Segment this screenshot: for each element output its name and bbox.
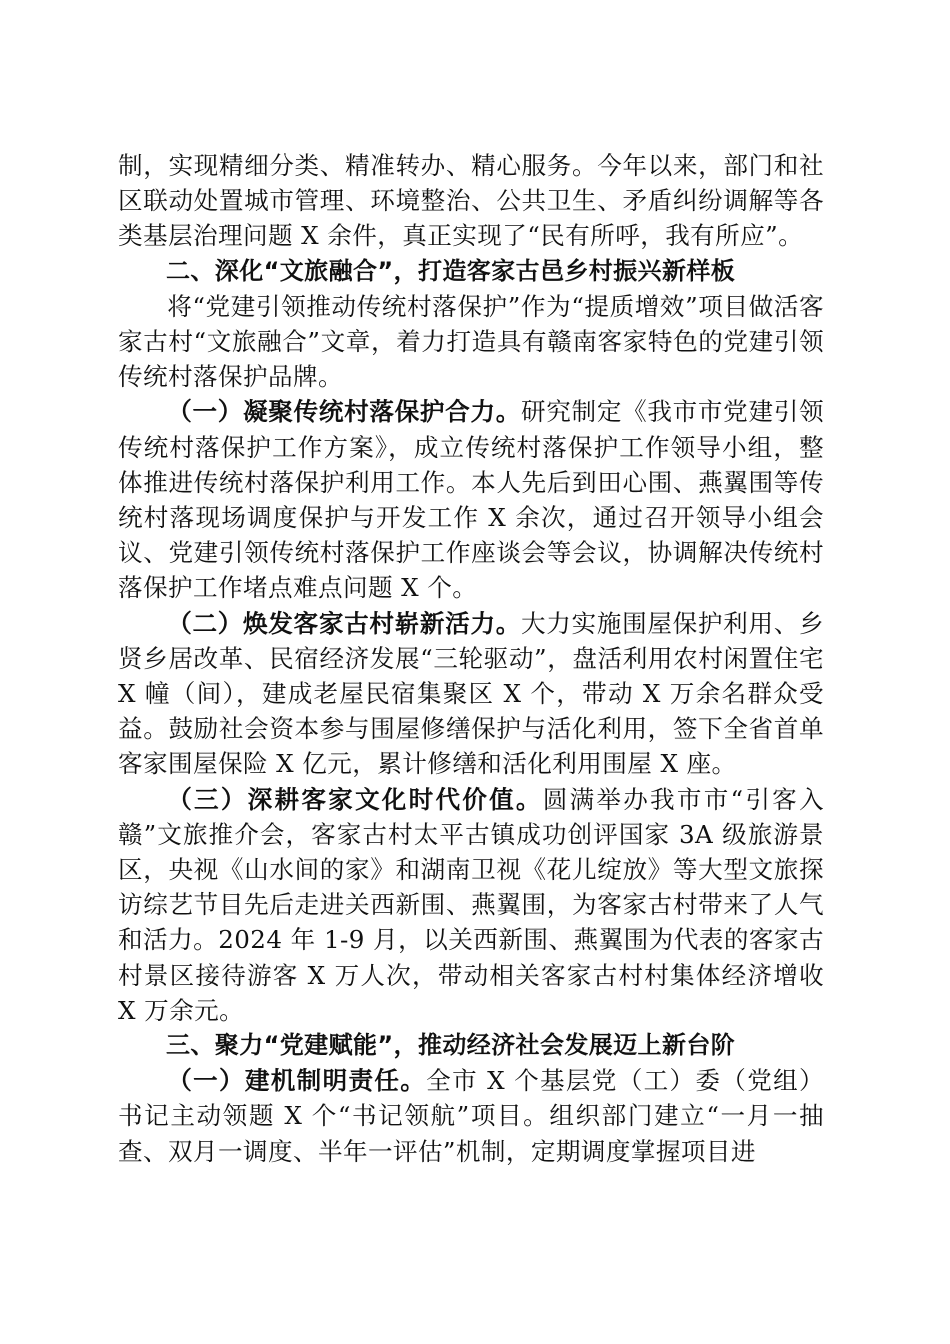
section-heading-3 — [118, 1028, 824, 1063]
section-heading-2 — [118, 254, 824, 289]
paragraph-text: 全市 X 个基层党（工）委（党组）书记主动领题 X 个“书记领航”项目。组织部门建立“一月一抽查、双月一调度、半年一评估”机制，定期调度掌握项目进 — [118, 1066, 824, 1166]
paragraph-subsection-2-3 — [118, 782, 824, 1028]
subsection-lead: （二）焕发客家古村崭新活力。 — [167, 608, 521, 638]
paragraph-subsection-3-1 — [118, 1063, 824, 1169]
paragraph-subsection-2-1 — [118, 394, 824, 605]
paragraph-text: 将“党建引领推动传统村落保护”作为“提质增效”项目做活客家古村“文旅融合”文章，着力打造具有赣南客家特色的党建引领传统村落保护品牌。 — [118, 291, 824, 392]
paragraph-text: 圆满举办我市市“引客入赣”文旅推介会，客家古村太平古镇成功创评国家 3A 级旅游景区，央视《山水间的家》和湖南卫视《花儿绽放》等大型文旅探访综艺节目先后走进关西新围、燕翼围，为客家古村带来了人气和活力。2024 年 1-9 月，以关西新围、燕翼围为代表的客家古村景区接待游客 X 万人次，带动相关客家古村村集体经济增收 X 万余元。 — [118, 784, 824, 1025]
paragraph-section-2-intro — [118, 289, 824, 395]
paragraph-continuation — [118, 148, 824, 254]
subsection-lead: （三）深耕客家文化时代价值。 — [167, 784, 543, 814]
paragraph-text: 制，实现精细分类、精准转办、精心服务。今年以来，部门和社区联动处置城市管理、环境整治、公共卫生、矛盾纠纷调解等各类基层治理问题 X 余件，真正实现了“民有所呼，我有所应”。 — [118, 151, 824, 251]
paragraph-subsection-2-2 — [118, 606, 824, 782]
subsection-lead: （一）建机制明责任。 — [167, 1066, 427, 1096]
paragraph-text: 大力实施围屋保护利用、乡贤乡居改革、民宿经济发展“三轮驱动”，盘活利用农村闲置住宅 X 幢（间），建成老屋民宿集聚区 X 个，带动 X 万余名群众受益。鼓励社会资本参与围屋修缮保护与活化利用，签下全省首单客家围屋保险 X 亿元，累计修缮和活化利用围屋 X 座。 — [118, 608, 824, 779]
subsection-lead: （一）凝聚传统村落保护合力。 — [167, 397, 521, 427]
heading-text: 二、深化“文旅融合”，打造客家古邑乡村振兴新样板 — [166, 256, 736, 285]
heading-text: 三、聚力“党建赋能”，推动经济社会发展迈上新台阶 — [166, 1031, 736, 1060]
document-page — [118, 148, 824, 1169]
paragraph-text: 研究制定《我市市党建引领传统村落保护工作方案》，成立传统村落保护工作领导小组，整体推进传统村落保护利用工作。本人先后到田心围、燕翼围等传统村落现场调度保护与开发工作 X 余次，通过召开领导小组会议、党建引领传统村落保护工作座谈会等会议，协调解决传统村落保护工作堵点难点问题 X 个。 — [118, 397, 824, 603]
